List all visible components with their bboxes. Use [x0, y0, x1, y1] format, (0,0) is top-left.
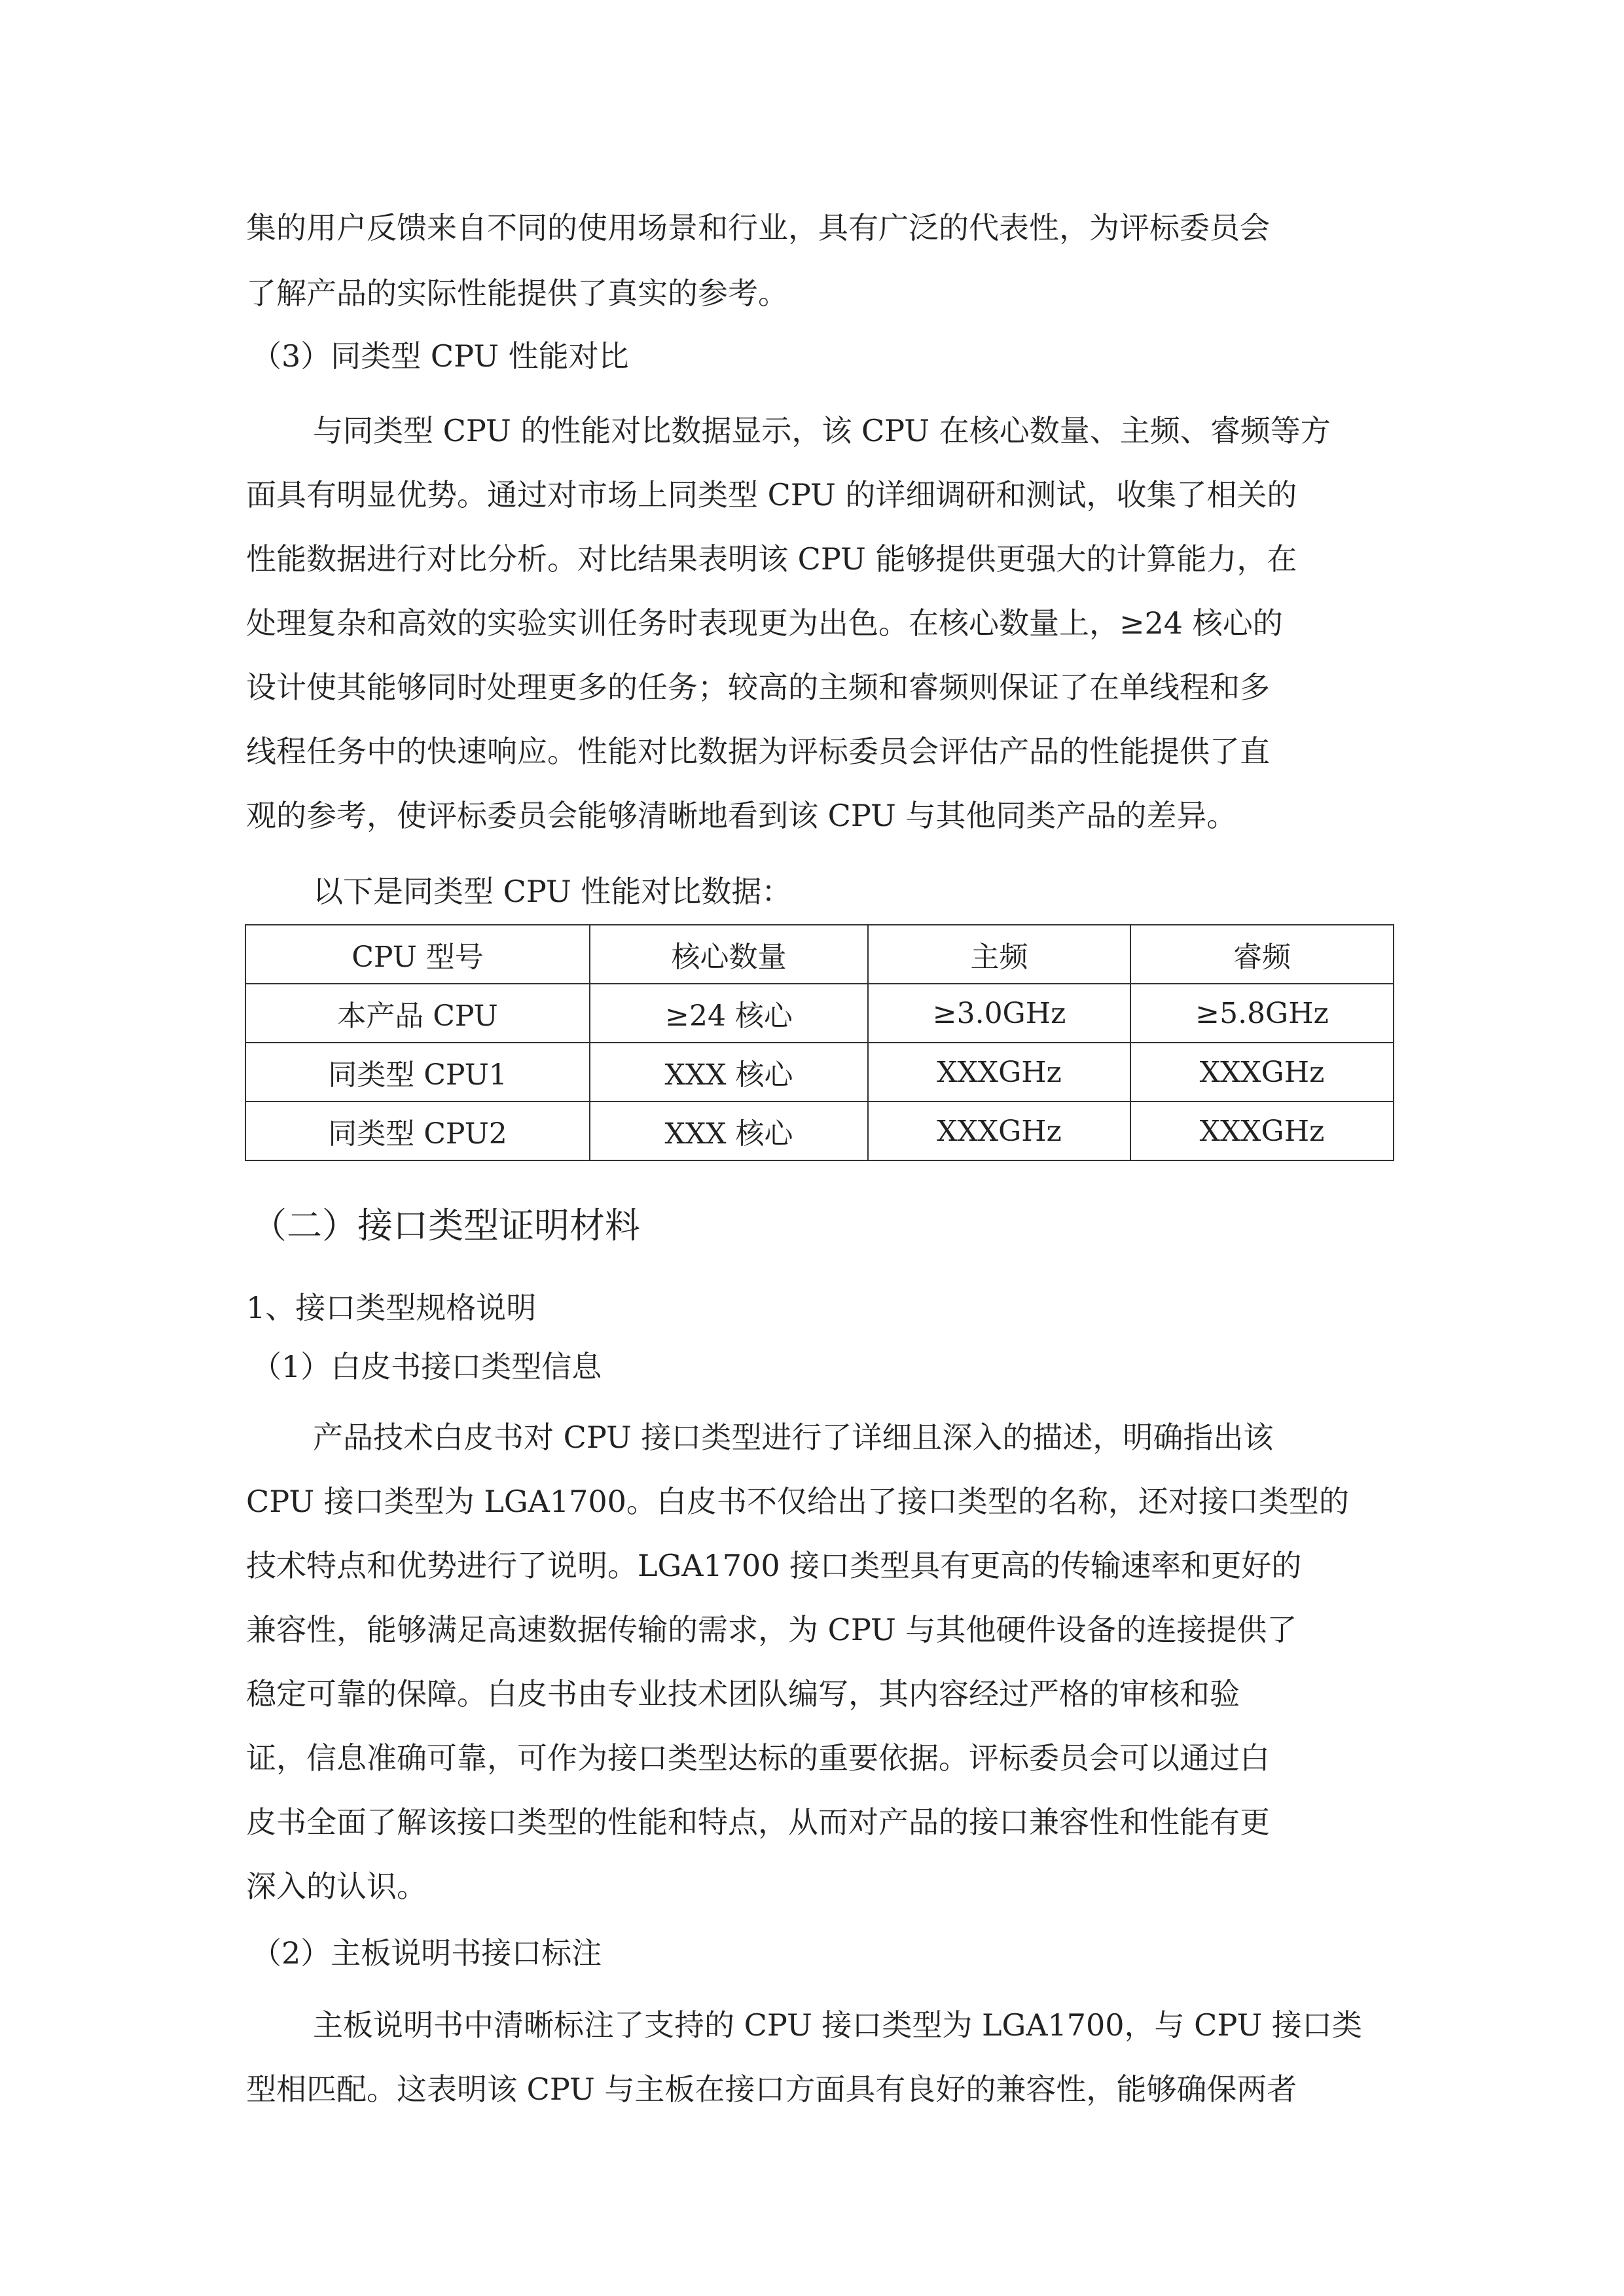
- subsection-heading: （3）同类型 CPU 性能对比: [251, 338, 629, 374]
- paragraph-line: 设计使其能够同时处理更多的任务；较高的主频和睿频则保证了在单线程和多: [246, 670, 1270, 705]
- paragraph-line: 产品技术白皮书对 CPU 接口类型进行了详细且深入的描述，明确指出该: [313, 1420, 1274, 1455]
- table-intro: 以下是同类型 CPU 性能对比数据：: [313, 874, 792, 909]
- paragraph-line: 处理复杂和高效的实验实训任务时表现更为出色。在核心数量上，≥24 核心的: [246, 605, 1283, 641]
- paragraph-line: 集的用户反馈来自不同的使用场景和行业，具有广泛的代表性，为评标委员会: [246, 210, 1270, 245]
- table-cell: XXX 核心: [590, 1102, 868, 1160]
- table-cell: ≥24 核心: [590, 984, 868, 1043]
- paragraph-line: 技术特点和优势进行了说明。LGA1700 接口类型具有更高的传输速率和更好的: [246, 1548, 1302, 1583]
- table-row: [245, 984, 1394, 1043]
- table-cell: 同类型 CPU1: [245, 1043, 590, 1102]
- paragraph-line: 证，信息准确可靠，可作为接口类型达标的重要依据。评标委员会可以通过白: [246, 1740, 1270, 1776]
- paragraph-line: 性能数据进行对比分析。对比结果表明该 CPU 能够提供更强大的计算能力，在: [246, 541, 1297, 577]
- table-header-cell: 睿频: [1130, 925, 1394, 984]
- subsection-heading: （1）白皮书接口类型信息: [251, 1349, 602, 1384]
- paragraph-line: 稳定可靠的保障。白皮书由专业技术团队编写，其内容经过严格的审核和验: [246, 1676, 1240, 1712]
- paragraph-line: 兼容性，能够满足高速数据传输的需求，为 CPU 与其他硬件设备的连接提供了: [246, 1612, 1297, 1647]
- subsection-heading: （2）主板说明书接口标注: [251, 1935, 602, 1971]
- paragraph-line: 了解产品的实际性能提供了真实的参考。: [246, 276, 788, 311]
- paragraph-line: 面具有明显优势。通过对市场上同类型 CPU 的详细调研和测试，收集了相关的: [246, 477, 1297, 512]
- cpu-comparison-table: [245, 924, 1394, 1161]
- item-heading: 1、接口类型规格说明: [246, 1290, 537, 1325]
- table-cell: XXXGHz: [1130, 1102, 1394, 1160]
- paragraph-line: 皮书全面了解该接口类型的性能和特点，从而对产品的接口兼容性和性能有更: [246, 1804, 1270, 1840]
- table-cell: ≥3.0GHz: [868, 984, 1130, 1043]
- paragraph-line: 型相匹配。这表明该 CPU 与主板在接口方面具有良好的兼容性，能够确保两者: [246, 2072, 1297, 2107]
- paragraph-line: CPU 接口类型为 LGA1700。白皮书不仅给出了接口类型的名称，还对接口类型的: [246, 1484, 1349, 1519]
- table-header-cell: 主频: [868, 925, 1130, 984]
- table-header-cell: CPU 型号: [245, 925, 590, 984]
- paragraph-line: 线程任务中的快速响应。性能对比数据为评标委员会评估产品的性能提供了直: [246, 734, 1270, 769]
- table-row: [245, 1043, 1394, 1102]
- table-row: [245, 1102, 1394, 1160]
- table-header-cell: 核心数量: [590, 925, 868, 984]
- table-cell: ≥5.8GHz: [1130, 984, 1394, 1043]
- paragraph-line: 与同类型 CPU 的性能对比数据显示，该 CPU 在核心数量、主频、睿频等方: [313, 413, 1331, 448]
- paragraph-line: 主板说明书中清晰标注了支持的 CPU 接口类型为 LGA1700，与 CPU 接口类: [313, 2007, 1362, 2043]
- table-header-row: [245, 925, 1394, 984]
- section-heading: （二）接口类型证明材料: [251, 1205, 640, 1246]
- paragraph-line: 观的参考，使评标委员会能够清晰地看到该 CPU 与其他同类产品的差异。: [246, 798, 1237, 833]
- table-cell: XXXGHz: [1130, 1043, 1394, 1102]
- paragraph-line: 深入的认识。: [246, 1869, 427, 1904]
- table-cell: XXX 核心: [590, 1043, 868, 1102]
- table-cell: XXXGHz: [868, 1043, 1130, 1102]
- table-cell: 本产品 CPU: [245, 984, 590, 1043]
- table-cell: 同类型 CPU2: [245, 1102, 590, 1160]
- table-cell: XXXGHz: [868, 1102, 1130, 1160]
